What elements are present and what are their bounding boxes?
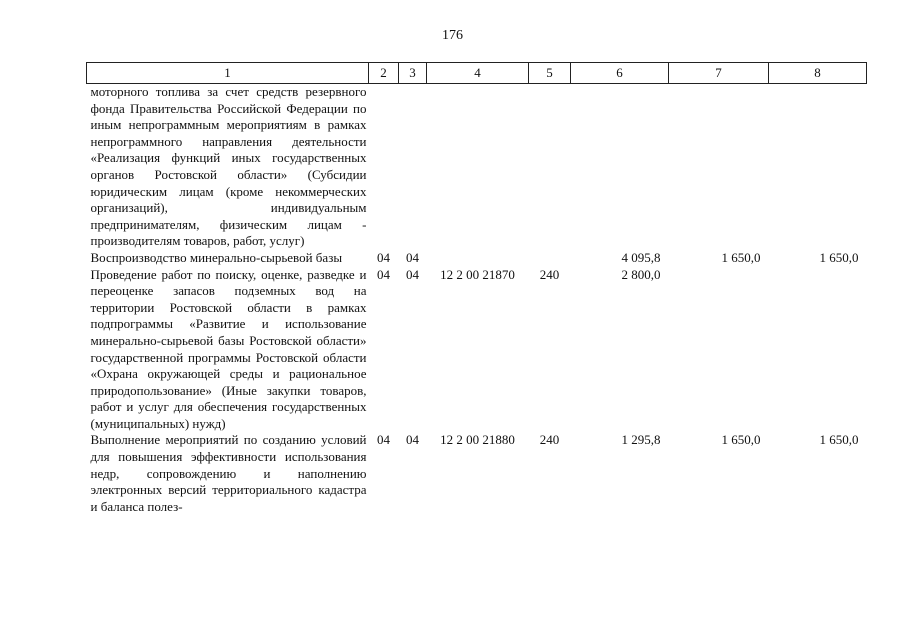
table-header [87,63,867,84]
table-row [87,432,867,515]
row-section [369,84,399,250]
row-description: Выполнение мероприятий по созданию условий для повышения эффективности использования недр, сопровождению и наполнению электронных версий территориального кадастра и баланса полез- [90,432,367,514]
row-subsection: 04 [406,249,419,265]
row-amount-year-3 [769,84,867,250]
row-subsection: 04 [406,432,419,448]
row-target-code [427,250,529,267]
row-amount-year-3 [769,267,867,433]
header-col-4: 4 [427,63,529,84]
row-amount-year-2 [669,84,769,250]
row-target-code: 12 2 00 21870 [440,266,515,282]
row-target-code: 12 2 00 21880 [440,432,515,448]
row-amount-year-2 [669,267,769,433]
row-expense-type: 240 [539,432,560,448]
row-subsection: 04 [406,266,419,282]
row-section: 04 [377,432,390,448]
row-amount-year-1: 4 095,8 [621,249,661,265]
row-amount-year-1: 1 295,8 [621,432,661,448]
table-row [87,267,867,433]
header-col-7: 7 [669,63,769,84]
table-row [87,250,867,267]
row-subsection [399,84,427,250]
row-section: 04 [377,249,390,265]
row-expense-type [529,84,571,250]
table-row [87,84,867,250]
header-col-6: 6 [571,63,669,84]
row-amount-year-2: 1 650,0 [721,432,761,448]
row-amount-year-2: 1 650,0 [721,249,761,265]
header-col-1: 1 [87,63,369,84]
row-amount-year-3: 1 650,0 [819,432,859,448]
budget-table [86,62,867,515]
page-number: 176 [442,28,463,43]
header-col-8: 8 [769,63,867,84]
table-body [87,84,867,516]
row-amount-year-1: 2 800,0 [621,266,661,282]
row-description: Воспроизводство минерально-сырьевой базы [90,249,343,265]
header-col-2: 2 [369,63,399,84]
row-amount-year-3: 1 650,0 [819,249,859,265]
row-target-code [427,84,529,250]
header-col-3: 3 [399,63,427,84]
row-description: моторного топлива за счет средств резервного фонда Правительства Российской Федерации по иным непрограммным мероприятиям в рамках непрограммного направления деятельности «Реализация функций иных государственных органов Ростовской области» (Субсидии юридическим лицам (кроме некоммерческих организаций), индивидуальным предпринимателям, физическим лицам - производителям товаров, работ, услуг) [90,84,367,249]
row-expense-type [529,250,571,267]
row-description: Проведение работ по поиску, оценке, разведке и переоценке запасов подземных вод на территории Ростовской области в рамках подпрограммы «Развитие и использование минерально-сырьевой базы Ростовской области» государственной программы Ростовской области «Охрана окружающей среды и рациональное природопользование» (Иные закупки товаров, работ и услуг для обеспечения государственных (муниципальных) нужд) [90,266,367,431]
row-expense-type: 240 [539,266,560,282]
header-col-5: 5 [529,63,571,84]
row-section: 04 [377,266,390,282]
row-amount-year-1 [571,84,669,250]
header-row [87,63,867,84]
